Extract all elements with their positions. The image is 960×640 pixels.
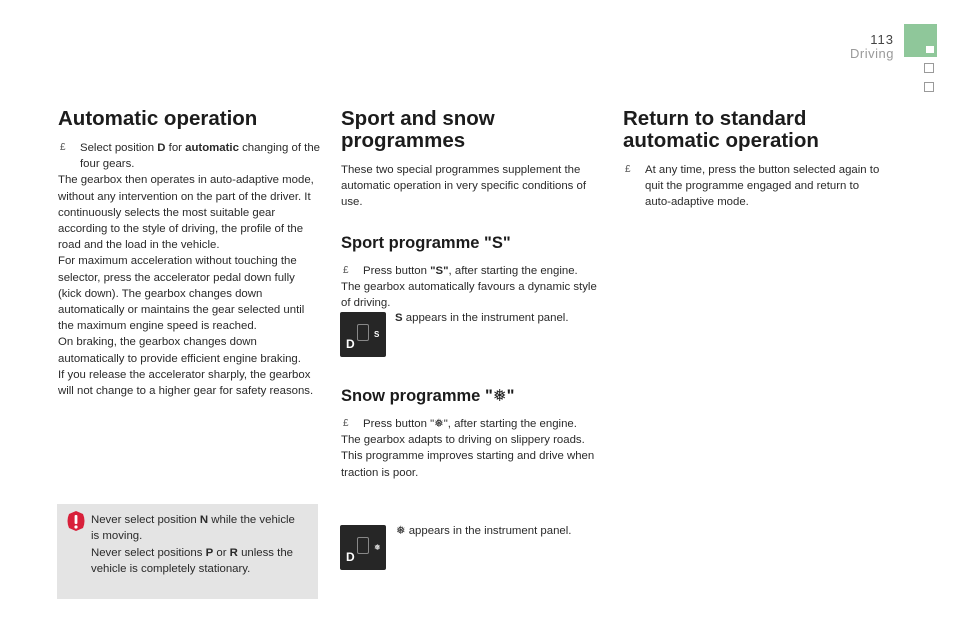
return-standard-title: Return to standard automatic operation (623, 107, 819, 152)
snow-programme-section (341, 386, 603, 481)
warning-icon (66, 510, 86, 532)
automatic-operation-title: Automatic operation (58, 107, 258, 130)
snow-programme-heading: Snow programme "❅" (341, 387, 515, 405)
return-standard-bullet: £ At any time, press the button selected again to quit the programme engaged and return to auto-adaptive mode. (625, 164, 880, 209)
sport-snow-title: Sport and snow programmes (341, 107, 495, 152)
select-position-bullet: £ Select position D for automatic changing of the four gears. (60, 142, 320, 171)
sport-description: The gearbox automatically favours a dynamic style of driving. (341, 280, 597, 310)
section-label: Driving (850, 46, 894, 61)
warning-line-n: Never select position N while the vehicle is moving. (91, 514, 295, 543)
sport-indicator-image (340, 312, 386, 357)
indicator-gear-letter: D (346, 337, 355, 351)
chapter-tab-empty-box (924, 63, 934, 73)
column-sport-snow (341, 108, 603, 311)
bullet-marker: £ (343, 264, 349, 276)
snow-indicator-caption: ❅ appears in the instrument panel. (396, 525, 572, 537)
snow-press-button-bullet: £ Press button "❅", after starting the engine. (341, 416, 603, 432)
sport-indicator-caption: S appears in the instrument panel. (395, 312, 569, 324)
snowflake-icon: ❅ (374, 543, 381, 552)
chapter-tab-empty-box (924, 82, 934, 92)
snow-indicator-image (340, 525, 386, 570)
bullet-marker: £ (60, 142, 66, 153)
bullet-marker: £ (625, 164, 631, 175)
column-return-standard (623, 108, 883, 211)
chapter-tab (904, 24, 937, 57)
bullet-marker: £ (343, 418, 349, 429)
indicator-sport-letter: S (374, 330, 380, 339)
warning-line-p-r: Never select positions P or R unless the vehicle is completely stationary. (91, 546, 293, 575)
indicator-gear-letter: D (346, 550, 355, 564)
paragraph-release-accelerator: If you release the accelerator sharply, the gearbox will not change to a higher gear for safety reasons. (58, 368, 314, 398)
sport-programme-heading: Sport programme "S" (341, 233, 511, 252)
column-automatic-operation (58, 108, 320, 399)
chapter-tab-marker (926, 46, 934, 53)
paragraph-kick-down: For maximum acceleration without touching the selector, press the accelerator pedal down fully (kick down). The gearbox changes down automatically or maintains the gear selected until the maximum engine speed is reached. (58, 255, 305, 333)
warning-box (57, 504, 318, 599)
snow-description: The gearbox adapts to driving on slippery roads. (341, 434, 585, 447)
warning-text (91, 512, 306, 577)
paragraph-braking: On braking, the gearbox changes down automatically to provide efficient engine braking. (58, 336, 301, 365)
paragraph-auto-adaptive: The gearbox then operates in auto-adaptive mode, without any intervention on the part of the driver. It continuously selects the most suitable gear according to the style of driving, the profile of the road and the load in the vehicle. (58, 174, 314, 252)
snow-traction: This programme improves starting and drive when traction is poor. (341, 450, 595, 479)
sport-press-button-bullet: £ Press button "S", after starting the engine. (341, 263, 603, 279)
gear-display-icon (357, 537, 369, 554)
gear-display-icon (357, 324, 369, 341)
sport-snow-intro: These two special programmes supplement the automatic operation in very specific conditions of use. (341, 164, 587, 209)
page-number: 113 (870, 32, 894, 47)
